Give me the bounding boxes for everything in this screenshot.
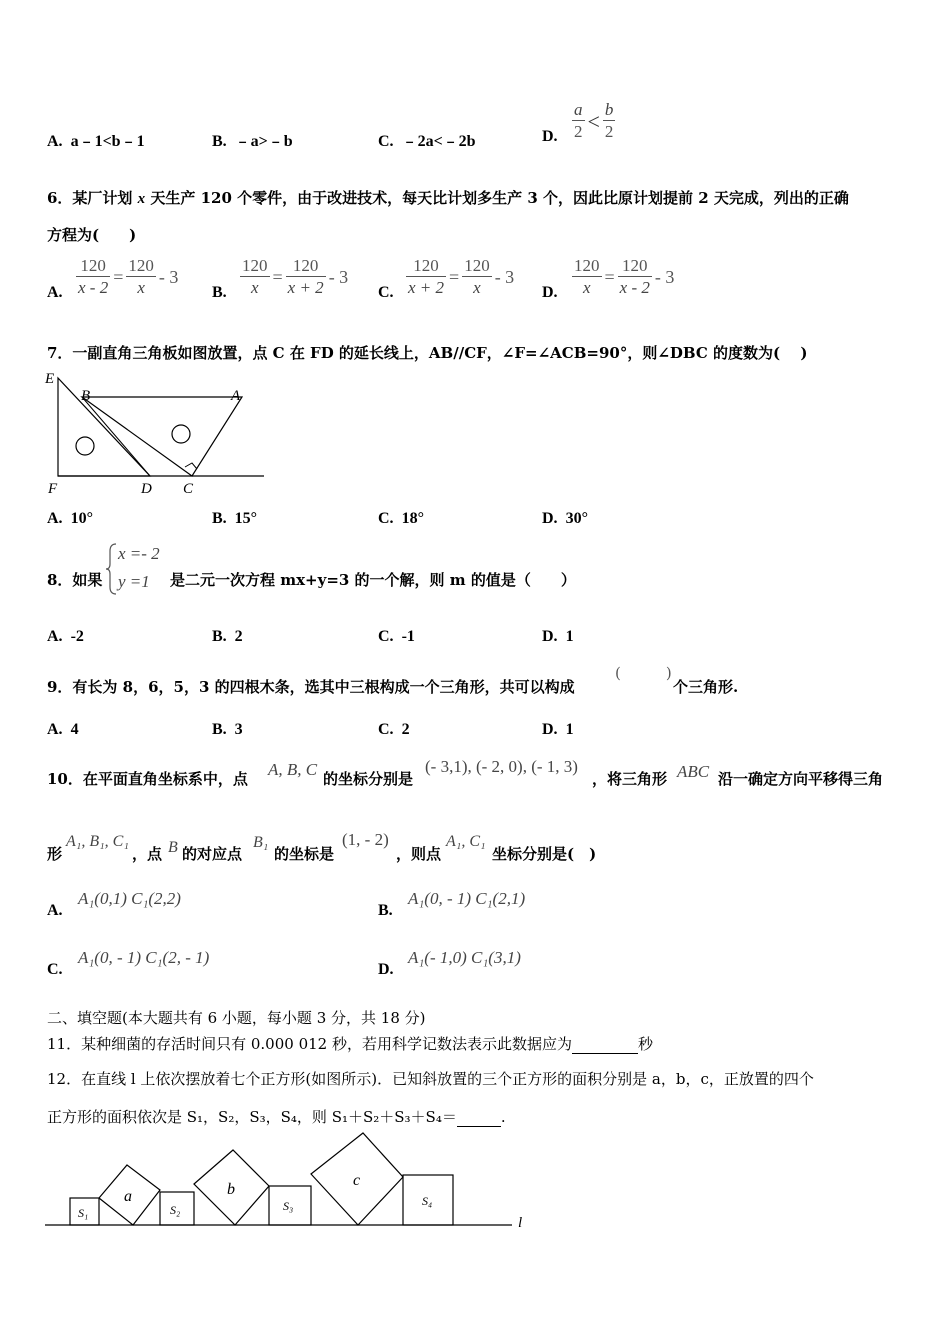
label-e: E — [45, 371, 55, 387]
q8-system-eq1: x =- 2 — [118, 544, 160, 563]
q10-line1-d: 沿一确定方向平移得三角 — [718, 770, 884, 788]
q10-option-b: A₁(0, - 1) C₁(2,1) — [408, 889, 526, 908]
q12-stem-line2: 正方形的面积依次是 S₁，S₂，S₃，S₄，则 S₁＋S₂＋S₃＋S₄＝ . — [47, 1108, 506, 1126]
label-b: b — [227, 1181, 235, 1198]
q9-stem-a: 9．有长为 8，6，5，3 的四根木条，选其中三根构成一个三角形，共可以构成 — [47, 678, 575, 696]
q10-line2-c: 的对应点 — [182, 845, 243, 863]
segment-bd — [82, 397, 150, 476]
q10-coordinates: (- 3,1), (- 2, 0), (- 1, 3) — [425, 757, 578, 776]
q10-line1-a: 10．在平面直角坐标系中，点 — [47, 770, 248, 788]
q8-option-c: C. -1 — [378, 628, 415, 645]
q5-option-d-expression: $\frac{a}{2}$ < $\frac{b}{2}$ — [574, 100, 614, 141]
q8-prefix: 8．如果 — [47, 571, 103, 589]
q7-option-a: A. 10° — [47, 510, 93, 527]
q7-option-c: C. 18° — [378, 510, 424, 527]
label-b: B — [81, 388, 91, 404]
triangle-efd — [58, 378, 150, 476]
system-brace — [104, 542, 118, 596]
label-d: D — [141, 481, 152, 497]
q10-option-c: A₁(0, - 1) C₁(2, - 1) — [78, 948, 210, 967]
q10-line2-b: ，点 — [132, 845, 163, 863]
label-f: F — [48, 481, 58, 497]
label-s1: S₁ — [78, 1206, 89, 1220]
label-c: c — [353, 1172, 361, 1189]
label-s4: S₄ — [422, 1194, 433, 1208]
q10-option-a: A₁(0,1) C₁(2,2) — [78, 889, 181, 908]
label-s2: S₂ — [170, 1203, 181, 1217]
q6-stem-line2: 方程为( ) — [47, 226, 137, 244]
q10-points-prime: A₁, B₁, C₁ — [66, 833, 129, 850]
q9-answer-paren: ( ) — [615, 664, 672, 682]
q10-option-d: A₁(- 1,0) C₁(3,1) — [408, 948, 521, 967]
q6-option-c-label: C. — [378, 284, 394, 301]
label-l: l — [518, 1215, 523, 1231]
q10-b1-coordinate: (1, - 2) — [342, 830, 389, 849]
q10-triangle-abc: ABC — [677, 762, 710, 781]
triangle-abc — [82, 397, 242, 476]
label-c: C — [183, 481, 194, 497]
q7-triangle-figure — [42, 368, 272, 498]
q11-answer-blank[interactable] — [572, 1035, 638, 1054]
q11-stem: 11．某种细菌的存活时间只有 0.000 012 秒，若用科学记数法表示此数据应为 秒 — [47, 1035, 653, 1053]
q8-option-b: B. 2 — [212, 628, 243, 645]
hole-circle — [172, 425, 190, 443]
q10-line2-f: 坐标分别是( ) — [492, 845, 597, 863]
q10-option-c-label: C. — [47, 961, 63, 978]
q10-points-a1c1: A₁, C₁ — [446, 833, 486, 850]
q7-option-b: B. 15° — [212, 510, 258, 527]
hole-circle — [76, 437, 94, 455]
q6-option-b-equation: $\frac{120}{x}$ = $\frac{120}{x + 2}$ - 3 — [242, 256, 349, 297]
q9-option-c: C. 2 — [378, 721, 410, 738]
q10-line1-c: ，将三角形 — [592, 770, 668, 788]
q10-line2-a: 形 — [47, 845, 63, 863]
q8-system-eq2: y =1 — [118, 572, 150, 591]
q6-option-d-equation: $\frac{120}{x}$ = $\frac{120}{x - 2}$ - 3 — [574, 256, 675, 297]
right-angle-mark — [185, 463, 197, 469]
q10-points: A, B, C — [268, 760, 318, 779]
q10-option-a-label: A. — [47, 902, 63, 919]
label-a: a — [124, 1188, 132, 1205]
q10-point-b: B — [168, 839, 178, 856]
fraction: $\frac{a}{2}$ — [574, 100, 583, 141]
q12-stem-line1: 12．在直线 l 上依次摆放着七个正方形(如图所示)．已知斜放置的三个正方形的面积分别是 a，b，c，正放置的四个 — [47, 1070, 814, 1088]
q5-option-b: B. ﹣a>﹣b — [212, 133, 293, 150]
q6-option-c-equation: $\frac{120}{x + 2}$ = $\frac{120}{x}$ - 3 — [408, 256, 515, 297]
q10-line2-d: 的坐标是 — [274, 845, 335, 863]
q9-option-d: D. 1 — [542, 721, 574, 738]
label-a: A — [231, 388, 241, 404]
q12-squares-figure — [40, 1128, 540, 1238]
q7-option-d: D. 30° — [542, 510, 588, 527]
q10-line1-b: 的坐标分别是 — [323, 770, 414, 788]
q6-stem-line1: 6．某厂计划 x 天生产 120 个零件，由于改进技术，每天比计划多生产 3 个，因此比原计划提前 2 天完成，列出的正确 — [47, 189, 849, 207]
q5-option-a: A. a﹣1<b﹣1 — [47, 133, 145, 150]
q10-point-b1: B₁ — [253, 834, 269, 851]
q10-line2-e: ，则点 — [396, 845, 442, 863]
q6-option-a-label: A. — [47, 284, 63, 301]
q6-option-a-equation: $\frac{120}{x - 2}$ = $\frac{120}{x}$ - 3 — [78, 256, 179, 297]
q9-option-b: B. 3 — [212, 721, 243, 738]
q5-option-d-label: D. — [542, 128, 558, 145]
q10-option-d-label: D. — [378, 961, 394, 978]
q6-option-b-label: B. — [212, 284, 227, 301]
q7-stem: 7．一副直角三角板如图放置，点 C 在 FD 的延长线上，AB//CF，∠F=∠ACB=90°，则∠DBC 的度数为( ) — [47, 344, 808, 362]
q5-option-c: C. ﹣2a<﹣2b — [378, 133, 476, 150]
section-heading-fill-in: 二、填空题(本大题共有 6 小题，每小题 3 分，共 18 分) — [47, 1009, 426, 1027]
q8-option-d: D. 1 — [542, 628, 574, 645]
q10-option-b-label: B. — [378, 902, 393, 919]
fraction: $\frac{b}{2}$ — [604, 100, 614, 141]
label-s3: S₃ — [283, 1199, 294, 1213]
q9-option-a: A. 4 — [47, 721, 79, 738]
q9-stem-b: 个三角形. — [673, 678, 739, 696]
q8-option-a: A. -2 — [47, 628, 84, 645]
q8-suffix: 是二元一次方程 mx+y=3 的一个解，则 m 的值是（ ） — [170, 571, 576, 589]
q6-option-d-label: D. — [542, 284, 558, 301]
q12-answer-blank[interactable] — [457, 1108, 501, 1127]
